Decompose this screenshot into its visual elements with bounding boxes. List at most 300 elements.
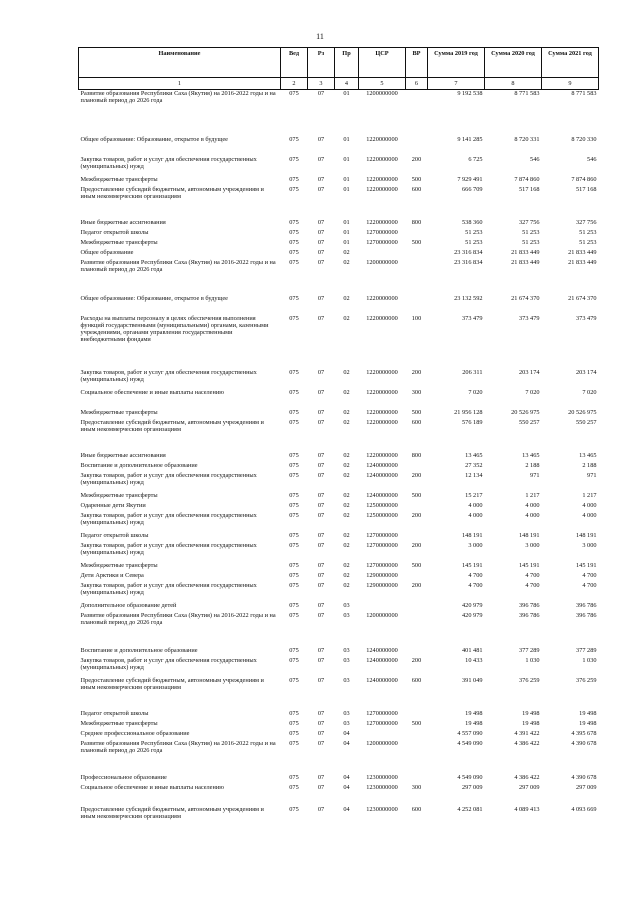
cell-csr: 1220000000 (366, 418, 398, 426)
cell-pr: 04 (343, 739, 350, 747)
cell-sum-2019: 10 433 (465, 656, 483, 664)
cell-rz: 07 (317, 501, 325, 509)
cell-sum-2021: 21 833 449 (568, 258, 597, 266)
cell-sum-2021: 8 720 330 (571, 135, 597, 143)
cell-sum-2019: 4 700 (468, 571, 483, 579)
cell-vr: 500 (411, 175, 422, 183)
cell-sum-2019: 420 979 (462, 611, 483, 619)
cell-rz: 07 (317, 238, 325, 246)
cell-ved: 075 (289, 185, 299, 193)
cell-sum-2019: 148 191 (462, 531, 483, 539)
cell-name: Межбюджетные трансферты (80, 175, 158, 183)
cell-pr: 01 (343, 135, 350, 143)
cell-ved: 075 (289, 408, 299, 416)
cell-ved: 075 (289, 314, 299, 322)
table-row (79, 710, 599, 720)
cell-sum-2019: 666 709 (462, 185, 483, 193)
cell-sum-2021: 971 (587, 471, 597, 479)
cell-sum-2020: 373 479 (519, 314, 540, 322)
cell-csr (359, 730, 406, 740)
table-row (79, 229, 599, 239)
cell-csr: 1250000000 (366, 511, 398, 519)
cell-name: Развитие образования Республики Саха (Якутия) на 2016-2022 годы и на плановый период до 2026 года (80, 258, 276, 273)
cell-ved: 075 (289, 709, 299, 717)
cell-rz: 07 (317, 294, 325, 302)
cell-sum-2020: 19 498 (522, 719, 540, 727)
cell-rz: 07 (317, 471, 325, 479)
cell-vr: 600 (411, 676, 422, 684)
cell-ved: 075 (289, 294, 299, 302)
table-header-row (79, 48, 599, 78)
cell-rz: 07 (317, 368, 325, 376)
cell-pr: 02 (343, 418, 350, 426)
cell-csr: 1230000000 (366, 783, 398, 791)
cell-ved: 075 (289, 135, 299, 143)
table-row (79, 774, 599, 784)
cell-sum-2020: 971 (530, 471, 540, 479)
table-row (79, 502, 599, 512)
cell-sum-2020: 550 257 (519, 418, 540, 426)
cell-sum-2021: 3 000 (582, 541, 597, 549)
table-row (79, 492, 599, 502)
header-number: 7 (428, 78, 485, 90)
cell-ved: 075 (289, 601, 299, 609)
cell-ved: 075 (289, 461, 299, 469)
cell-ved: 075 (289, 471, 299, 479)
cell-sum-2021: 13 465 (579, 451, 597, 459)
cell-ved: 075 (289, 228, 299, 236)
cell-ved: 075 (289, 783, 299, 791)
cell-vr (406, 136, 428, 156)
cell-ved: 075 (289, 531, 299, 539)
cell-sum-2019: 51 253 (465, 228, 483, 236)
cell-ved: 075 (289, 451, 299, 459)
table-row (79, 677, 599, 710)
cell-rz: 07 (317, 511, 325, 519)
table-row (79, 657, 599, 677)
cell-sum-2019: 391 049 (462, 676, 483, 684)
cell-csr: 1270000000 (366, 709, 398, 717)
cell-sum-2020: 327 756 (519, 218, 540, 226)
cell-sum-2020: 517 168 (519, 185, 540, 193)
cell-pr: 01 (343, 185, 350, 193)
cell-pr: 02 (343, 561, 350, 569)
cell-vr (406, 710, 428, 720)
cell-ved: 075 (289, 248, 299, 256)
cell-ved: 075 (289, 571, 299, 579)
cell-pr: 01 (343, 218, 350, 226)
cell-sum-2019: 401 481 (462, 646, 483, 654)
cell-name: Общее образование: Образование, открытое в будущее (80, 135, 228, 143)
cell-name: Развитие образования Республики Саха (Якутия) на 2016-2022 годы и на плановый период до 2026 года (80, 90, 276, 104)
cell-pr: 04 (343, 773, 350, 781)
cell-vr: 600 (411, 185, 422, 193)
cell-rz: 07 (317, 805, 325, 813)
header-vr: ВР (406, 48, 428, 78)
cell-sum-2021: 4 390 678 (571, 739, 597, 747)
cell-sum-2020: 4 700 (525, 581, 540, 589)
cell-vr: 500 (411, 719, 422, 727)
cell-rz: 07 (317, 218, 325, 226)
cell-vr (406, 295, 428, 315)
cell-sum-2020: 203 174 (519, 368, 540, 376)
cell-sum-2020: 396 786 (519, 601, 540, 609)
cell-sum-2019: 4 000 (468, 501, 483, 509)
cell-sum-2021: 19 498 (579, 719, 597, 727)
cell-name: Воспитание и дополнительное образование (80, 646, 198, 654)
cell-sum-2020: 2 188 (525, 461, 540, 469)
cell-rz: 07 (317, 729, 325, 737)
cell-pr: 04 (343, 805, 350, 813)
cell-csr: 1220000000 (366, 175, 398, 183)
table-row (79, 90, 599, 136)
cell-sum-2021: 1 217 (582, 491, 597, 499)
cell-pr: 02 (343, 491, 350, 499)
cell-sum-2020: 21 833 449 (511, 248, 540, 256)
cell-csr: 1200000000 (366, 739, 398, 747)
cell-csr: 1270000000 (366, 531, 398, 539)
cell-csr: 1220000000 (366, 155, 398, 163)
cell-csr: 1240000000 (366, 656, 398, 664)
cell-sum-2019: 4 549 090 (457, 773, 483, 781)
table-row (79, 239, 599, 249)
cell-ved: 075 (289, 501, 299, 509)
table-row (79, 740, 599, 774)
table-row (79, 542, 599, 562)
cell-name: Предоставление субсидий бюджетным, автономным учреждениям и иным некоммерческим организациям (80, 418, 264, 433)
cell-csr: 1250000000 (366, 501, 398, 509)
cell-name: Межбюджетные трансферты (80, 238, 158, 246)
cell-sum-2020: 377 289 (519, 646, 540, 654)
header-sum-2021: Сумма 2021 год (542, 48, 599, 78)
cell-sum-2020: 19 498 (522, 709, 540, 717)
cell-sum-2019: 4 000 (468, 511, 483, 519)
cell-rz: 07 (317, 175, 325, 183)
header-number: 1 (79, 78, 281, 90)
cell-sum-2021: 4 000 (582, 511, 597, 519)
cell-name: Педагог открытой школы (80, 531, 149, 539)
cell-sum-2020: 4 700 (525, 571, 540, 579)
cell-csr: 1240000000 (366, 491, 398, 499)
cell-sum-2019: 7 929 491 (457, 175, 483, 183)
cell-ved: 075 (289, 511, 299, 519)
cell-pr: 02 (343, 248, 350, 256)
cell-pr: 02 (343, 541, 350, 549)
header-csr: ЦСР (359, 48, 406, 78)
cell-rz: 07 (317, 656, 325, 664)
cell-rz: 07 (317, 258, 325, 266)
cell-sum-2019: 576 189 (462, 418, 483, 426)
table-row (79, 136, 599, 156)
cell-sum-2021: 546 (587, 155, 597, 163)
cell-ved: 075 (289, 646, 299, 654)
cell-rz: 07 (317, 248, 325, 256)
table-row (79, 249, 599, 259)
cell-csr: 1290000000 (366, 571, 398, 579)
cell-sum-2020: 7 020 (525, 388, 540, 396)
cell-ved: 075 (289, 805, 299, 813)
cell-sum-2020: 1 217 (525, 491, 540, 499)
cell-csr: 1240000000 (366, 461, 398, 469)
cell-sum-2020: 21 674 370 (511, 294, 540, 302)
cell-pr: 02 (343, 581, 350, 589)
cell-sum-2021: 4 700 (582, 581, 597, 589)
cell-name: Закупка товаров, работ и услуг для обеспечения государственных (муниципальных) нужд (80, 511, 257, 526)
cell-ved: 075 (289, 541, 299, 549)
table-row (79, 612, 599, 647)
cell-name: Закупка товаров, работ и услуг для обеспечения государственных (муниципальных) нужд (80, 155, 257, 170)
cell-ved: 075 (289, 773, 299, 781)
cell-sum-2020: 148 191 (519, 531, 540, 539)
cell-vr: 200 (411, 368, 422, 376)
table-row (79, 647, 599, 657)
cell-vr: 200 (411, 581, 422, 589)
cell-name: Педагог открытой школы (80, 709, 149, 717)
page-number: 11 (316, 32, 324, 41)
cell-sum-2021: 396 786 (576, 611, 597, 619)
cell-sum-2021: 20 526 975 (568, 408, 597, 416)
cell-rz: 07 (317, 451, 325, 459)
table-row (79, 512, 599, 532)
cell-ved: 075 (289, 729, 299, 737)
table-row (79, 295, 599, 315)
cell-name: Дополнительное образование детей (80, 601, 177, 609)
cell-vr: 500 (411, 238, 422, 246)
cell-pr: 01 (343, 90, 350, 97)
table-row (79, 472, 599, 492)
cell-vr: 100 (411, 314, 422, 322)
cell-rz: 07 (317, 739, 325, 747)
budget-table (78, 47, 599, 826)
cell-name: Предоставление субсидий бюджетным, автономным учреждениям и иным некоммерческим организациям (80, 185, 264, 200)
cell-name: Общее образование: Образование, открытое в будущее (80, 294, 228, 302)
cell-vr: 200 (411, 511, 422, 519)
table-header-numbers-row (79, 78, 599, 90)
cell-sum-2021: 4 395 678 (571, 729, 597, 737)
cell-pr: 02 (343, 388, 350, 396)
table-row (79, 369, 599, 389)
cell-pr: 02 (343, 501, 350, 509)
cell-sum-2019: 297 009 (462, 783, 483, 791)
cell-pr: 03 (343, 601, 350, 609)
header-number: 6 (406, 78, 428, 90)
cell-ved: 075 (289, 491, 299, 499)
table-row (79, 582, 599, 602)
cell-sum-2021: 4 000 (582, 501, 597, 509)
cell-csr (359, 249, 406, 259)
table-row (79, 389, 599, 409)
header-pr: Пр (335, 48, 359, 78)
cell-vr (406, 249, 428, 259)
cell-csr: 1220000000 (366, 368, 398, 376)
cell-pr: 03 (343, 646, 350, 654)
cell-sum-2020: 8 771 583 (514, 90, 540, 97)
cell-sum-2020: 376 259 (519, 676, 540, 684)
header-number: 9 (542, 78, 599, 90)
cell-ved: 075 (289, 155, 299, 163)
cell-ved: 075 (289, 656, 299, 664)
cell-sum-2019: 19 498 (465, 719, 483, 727)
cell-rz: 07 (317, 581, 325, 589)
cell-vr (406, 730, 428, 740)
cell-vr (406, 740, 428, 774)
cell-rz: 07 (317, 135, 325, 143)
cell-ved: 075 (289, 739, 299, 747)
cell-sum-2021: 297 009 (576, 783, 597, 791)
header-rz: Рз (308, 48, 335, 78)
cell-sum-2020: 51 253 (522, 228, 540, 236)
table-row (79, 730, 599, 740)
table-row (79, 532, 599, 542)
cell-sum-2020: 396 786 (519, 611, 540, 619)
cell-sum-2021: 148 191 (576, 531, 597, 539)
cell-rz: 07 (317, 185, 325, 193)
cell-csr: 1220000000 (366, 451, 398, 459)
cell-vr: 500 (411, 491, 422, 499)
cell-sum-2020: 21 833 449 (511, 258, 540, 266)
cell-sum-2019: 538 360 (462, 218, 483, 226)
cell-sum-2020: 4 386 422 (514, 773, 540, 781)
cell-rz: 07 (317, 571, 325, 579)
cell-sum-2020: 4 089 413 (514, 805, 540, 813)
cell-rz: 07 (317, 676, 325, 684)
cell-sum-2021: 373 479 (576, 314, 597, 322)
table-row (79, 219, 599, 229)
cell-rz: 07 (317, 418, 325, 426)
cell-vr (406, 602, 428, 612)
cell-vr (406, 90, 428, 136)
cell-pr: 02 (343, 451, 350, 459)
cell-pr: 02 (343, 314, 350, 322)
cell-pr: 03 (343, 611, 350, 619)
cell-csr (359, 602, 406, 612)
cell-sum-2021: 21 674 370 (568, 294, 597, 302)
cell-pr: 01 (343, 238, 350, 246)
cell-csr: 1220000000 (366, 185, 398, 193)
cell-sum-2019: 21 956 128 (454, 408, 483, 416)
cell-name: Закупка товаров, работ и услуг для обеспечения государственных (муниципальных) нужд (80, 656, 257, 671)
cell-ved: 075 (289, 611, 299, 619)
cell-pr: 03 (343, 676, 350, 684)
cell-csr: 1200000000 (366, 611, 398, 619)
cell-vr (406, 229, 428, 239)
cell-ved: 075 (289, 175, 299, 183)
cell-name: Закупка товаров, работ и услуг для обеспечения государственных (муниципальных) нужд (80, 541, 257, 556)
cell-name: Социальное обеспечение и иные выплаты населению (80, 388, 224, 396)
table-row (79, 562, 599, 572)
cell-vr (406, 612, 428, 647)
cell-vr (406, 774, 428, 784)
cell-sum-2021: 4 093 669 (571, 805, 597, 813)
cell-sum-2020: 546 (530, 155, 540, 163)
cell-sum-2020: 4 386 422 (514, 739, 540, 747)
cell-name: Расходы на выплаты персоналу в целях обеспечения выполнения функций государственными (муниципальными) органами, казенными учреждениями, органами управления государственными внебюджетными фондами (80, 314, 269, 343)
table-row (79, 409, 599, 419)
cell-vr (406, 462, 428, 472)
cell-sum-2019: 23 316 834 (454, 248, 483, 256)
cell-pr: 02 (343, 531, 350, 539)
cell-sum-2021: 7 020 (582, 388, 597, 396)
cell-sum-2019: 9 192 538 (457, 90, 483, 97)
cell-name: Социальное обеспечение и иные выплаты населению (80, 783, 224, 791)
cell-name: Воспитание и дополнительное образование (80, 461, 198, 469)
cell-sum-2021: 203 174 (576, 368, 597, 376)
cell-pr: 03 (343, 719, 350, 727)
cell-pr: 02 (343, 571, 350, 579)
cell-pr: 02 (343, 471, 350, 479)
cell-name: Закупка товаров, работ и услуг для обеспечения государственных (муниципальных) нужд (80, 581, 257, 596)
cell-csr: 1220000000 (366, 294, 398, 302)
cell-sum-2021: 7 874 860 (571, 175, 597, 183)
cell-name: Иные бюджетные ассигнования (80, 451, 166, 459)
cell-vr (406, 532, 428, 542)
cell-rz: 07 (317, 646, 325, 654)
cell-vr: 800 (411, 451, 422, 459)
cell-sum-2021: 51 253 (579, 238, 597, 246)
cell-sum-2019: 23 316 834 (454, 258, 483, 266)
cell-sum-2020: 1 030 (525, 656, 540, 664)
cell-name: Педагог открытой школы (80, 228, 149, 236)
cell-sum-2021: 376 259 (576, 676, 597, 684)
table-row (79, 720, 599, 730)
cell-pr: 02 (343, 258, 350, 266)
cell-vr (406, 647, 428, 657)
cell-sum-2019: 12 134 (465, 471, 483, 479)
cell-vr: 200 (411, 541, 422, 549)
cell-rz: 07 (317, 491, 325, 499)
cell-sum-2020: 4 000 (525, 501, 540, 509)
cell-sum-2019: 145 191 (462, 561, 483, 569)
table-row (79, 784, 599, 806)
cell-csr: 1220000000 (366, 135, 398, 143)
table-row (79, 572, 599, 582)
cell-name: Дети Арктики и Севера (80, 571, 144, 579)
cell-sum-2019: 6 725 (468, 155, 483, 163)
table-row (79, 176, 599, 186)
cell-csr: 1220000000 (366, 388, 398, 396)
cell-csr: 1240000000 (366, 471, 398, 479)
cell-sum-2019: 3 000 (468, 541, 483, 549)
cell-sum-2019: 7 020 (468, 388, 483, 396)
cell-vr: 600 (411, 805, 422, 813)
cell-vr: 500 (411, 408, 422, 416)
header-sum-2019: Сумма 2019 год (428, 48, 485, 78)
cell-sum-2019: 27 352 (465, 461, 483, 469)
cell-csr: 1240000000 (366, 646, 398, 654)
cell-sum-2021: 396 786 (576, 601, 597, 609)
cell-rz: 07 (317, 709, 325, 717)
cell-pr: 02 (343, 461, 350, 469)
cell-pr: 02 (343, 368, 350, 376)
table-row (79, 806, 599, 826)
cell-sum-2019: 420 979 (462, 601, 483, 609)
cell-sum-2019: 9 141 285 (457, 135, 483, 143)
cell-sum-2019: 19 498 (465, 709, 483, 717)
cell-rz: 07 (317, 90, 325, 97)
cell-sum-2021: 19 498 (579, 709, 597, 717)
cell-csr: 1290000000 (366, 581, 398, 589)
cell-csr: 1270000000 (366, 238, 398, 246)
cell-csr: 1230000000 (366, 773, 398, 781)
header-number: 8 (485, 78, 542, 90)
cell-name: Одаренные дети Якутии (80, 501, 146, 509)
cell-sum-2019: 4 700 (468, 581, 483, 589)
cell-sum-2020: 13 465 (522, 451, 540, 459)
table-row (79, 259, 599, 295)
cell-sum-2021: 517 168 (576, 185, 597, 193)
cell-ved: 075 (289, 258, 299, 266)
cell-rz: 07 (317, 719, 325, 727)
